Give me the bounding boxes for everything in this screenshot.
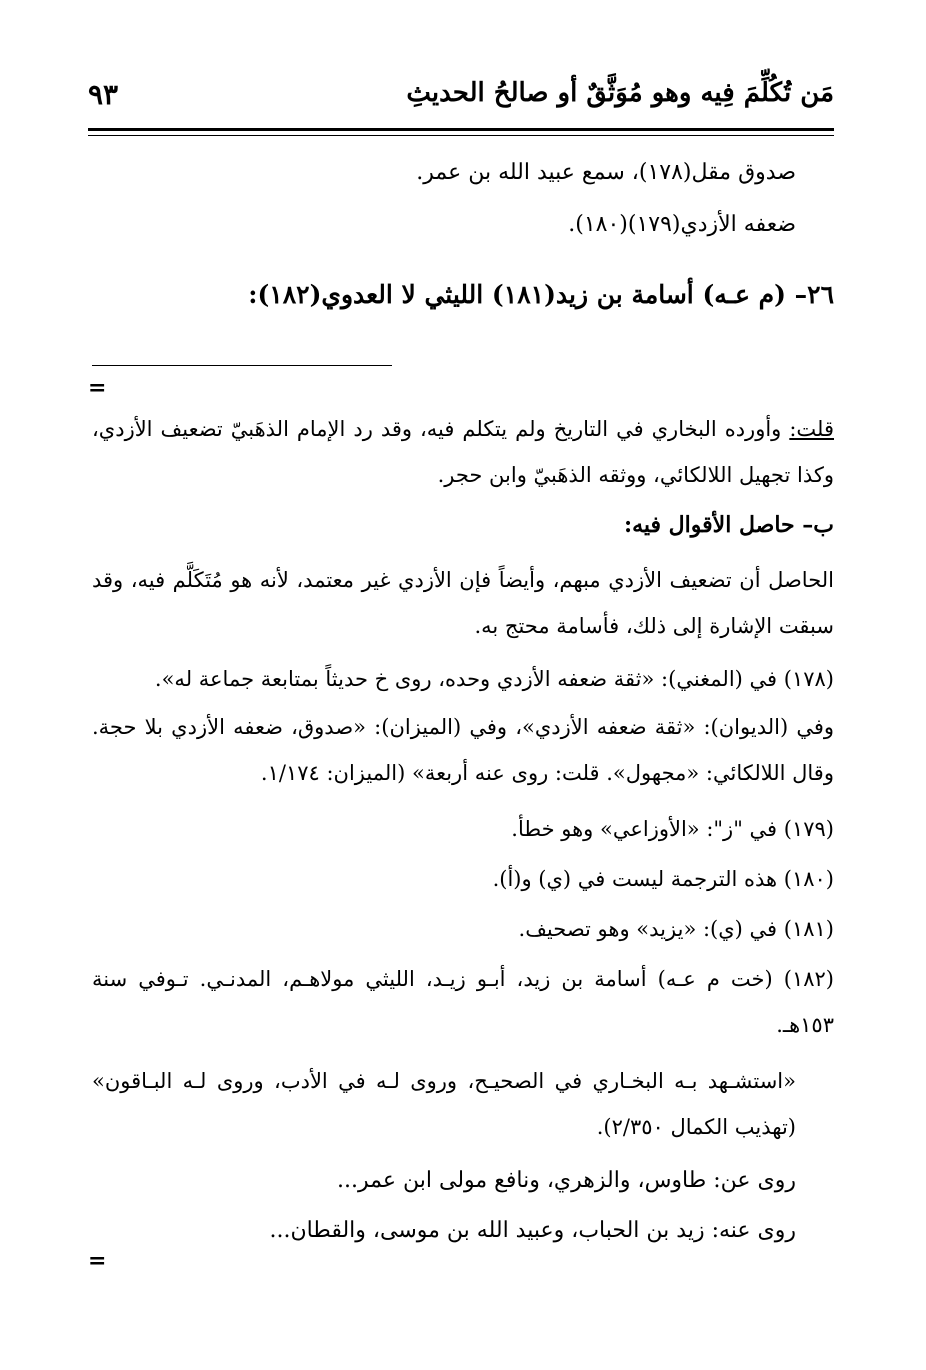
page-header	[88, 74, 834, 122]
footnote-182-narrated-from: روى عن: طاوس، والزهري، ونافع مولى ابن عمر...	[337, 1168, 796, 1193]
footnote-181: (١٨١) في (ي): «يزيد» وهو تصحيف.	[518, 917, 834, 941]
footnote-178: (١٧٨) في (المغني): «ثقة ضعفه الأزدي وحده، روى خ حديثاً بمتابعة جماعة له».	[154, 667, 834, 691]
footnote-179: (١٧٩) في "ز": «الأوزاعي» وهو خطأ.	[511, 817, 834, 841]
continuation-mark-top: =	[88, 375, 107, 401]
subheading: ب– حاصل الأقوال فيه:	[623, 512, 834, 538]
footnote-182-quote: «استشـهد بـه البخـاري في الصحيـح، وروى لـه في الأدب، وروى لـه البـاقون» (تهذيب الكمال ٢/٣٥٠).	[92, 1069, 796, 1139]
continuation-paragraph	[92, 406, 834, 498]
footnote-180: (١٨٠) هذه الترجمة ليست في (ي) و(أ).	[492, 867, 834, 891]
footnote-182-narrated-by: روى عنه: زيد بن الحباب، وعبيد الله بن موسى، والقطان...	[269, 1218, 796, 1243]
header-rule-thin	[88, 135, 834, 136]
entry-line-1: صدوق مقل(١٧٨)، سمع عبيد الله بن عمر.	[416, 160, 796, 185]
footnote-178-cont: وفي (الديوان): «ثقة ضعفه الأزدي»، وفي (الميزان): «صدوق، ضعفه الأزدي بلا حجة. وقال اللالكائي: «مجهول». قلت: روى عنه أربعة» (الميزان: ١/١٧٤.	[92, 715, 834, 785]
entry-line-2: ضعفه الأزدي(١٧٩)(١٨٠).	[568, 212, 796, 237]
running-title: مَن تُكُلِّمَ فِيه وهو مُوَثَّقٌ أو صالحُ الحديثِ	[406, 78, 834, 108]
entry-heading-26: ٢٦– (م عـه) أسامة بن زيد(١٨١) الليثي لا العدوي(١٨٢):	[248, 280, 834, 309]
continuation-label: قلت:	[789, 417, 834, 441]
page-number: ٩٣	[88, 78, 119, 111]
footnote-separator	[92, 365, 392, 366]
continuation-text: وأورده البخاري في التاريخ ولم يتكلم فيه، وقد رد الإمام الذهَبيّ تضعيف الأزدي، وكذا تجهيل اللالكائي، ووثقه الذهَبيّ وابن حجر.	[92, 417, 834, 487]
header-rule	[88, 128, 834, 131]
footnote-182: (١٨٢) (خت م عـه) أسامة بن زيد، أبـو زيـد، الليثي مولاهـم، المدنـي. تـوفي سنة ١٥٣هـ.	[92, 967, 834, 1037]
continuation-mark-bottom: =	[88, 1248, 107, 1274]
summary-paragraph: الحاصل أن تضعيف الأزدي مبهم، وأيضاً فإن الأزدي غير معتمد، لأنه هو مُتَكَلَّم فيه، وقد سبقت الإشارة إلى ذلك، فأسامة محتج به.	[92, 568, 834, 638]
